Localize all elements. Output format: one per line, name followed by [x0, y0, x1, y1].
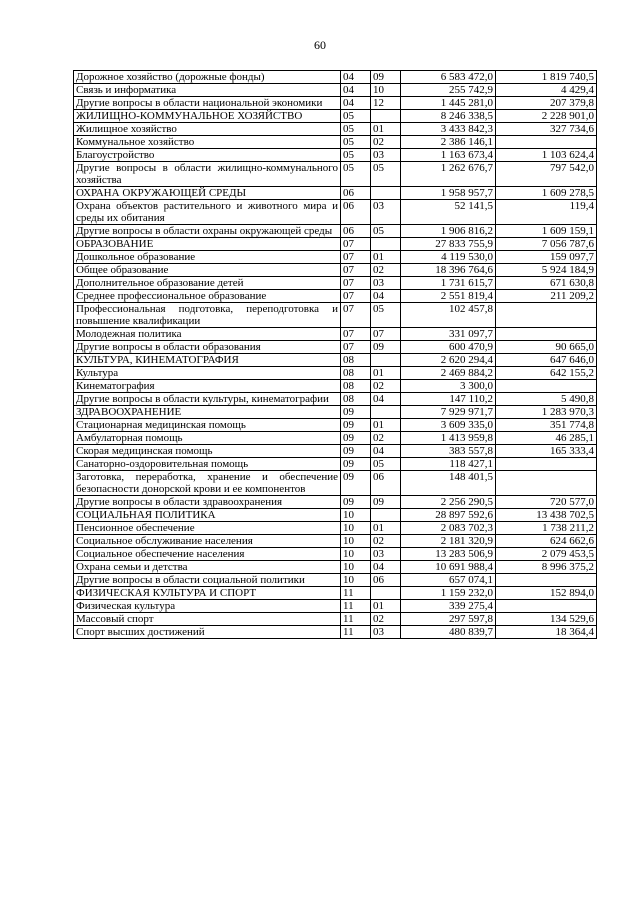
row-name: ЖИЛИЩНО-КОММУНАЛЬНОЕ ХОЗЯЙСТВО	[74, 110, 341, 123]
amount-total: 2 386 146,1	[401, 136, 496, 149]
subsection-code: 04	[371, 290, 401, 303]
section-code: 05	[341, 110, 371, 123]
row-name: Благоустройство	[74, 149, 341, 162]
subsection-code: 06	[371, 574, 401, 587]
amount-federal: 207 379,8	[496, 97, 597, 110]
table-row	[74, 277, 597, 290]
subsection-code: 03	[371, 277, 401, 290]
subsection-code: 09	[371, 496, 401, 509]
subsection-code: 03	[371, 548, 401, 561]
table-row	[74, 509, 597, 522]
page-number: 60	[314, 38, 326, 52]
subsection-code: 09	[371, 341, 401, 354]
row-name: Социальное обслуживание населения	[74, 535, 341, 548]
table-row	[74, 136, 597, 149]
table-row	[74, 162, 597, 187]
table-row	[74, 354, 597, 367]
section-code: 04	[341, 97, 371, 110]
amount-federal: 4 429,4	[496, 84, 597, 97]
subsection-code: 02	[371, 613, 401, 626]
subsection-code: 01	[371, 251, 401, 264]
table-row	[74, 587, 597, 600]
amount-federal: 159 097,7	[496, 251, 597, 264]
amount-federal: 1 738 211,2	[496, 522, 597, 535]
subsection-code	[371, 406, 401, 419]
table-row	[74, 535, 597, 548]
table-row	[74, 496, 597, 509]
row-name: Заготовка, переработка, хранение и обеспечение безопасности донорской крови и ее компонентов	[74, 471, 341, 496]
section-code: 09	[341, 445, 371, 458]
section-code: 04	[341, 71, 371, 84]
amount-federal: 5 924 184,9	[496, 264, 597, 277]
amount-total: 331 097,7	[401, 328, 496, 341]
section-code: 10	[341, 548, 371, 561]
amount-total: 8 246 338,5	[401, 110, 496, 123]
row-name: Пенсионное обеспечение	[74, 522, 341, 535]
table-row	[74, 84, 597, 97]
amount-federal	[496, 600, 597, 613]
table-row	[74, 419, 597, 432]
row-name: ФИЗИЧЕСКАЯ КУЛЬТУРА И СПОРТ	[74, 587, 341, 600]
table-row	[74, 110, 597, 123]
row-name: Другие вопросы в области образования	[74, 341, 341, 354]
section-code: 06	[341, 200, 371, 225]
section-code: 09	[341, 432, 371, 445]
table-row	[74, 522, 597, 535]
amount-total: 2 469 884,2	[401, 367, 496, 380]
row-name: Другие вопросы в области социальной политики	[74, 574, 341, 587]
subsection-code: 12	[371, 97, 401, 110]
amount-total: 3 433 842,3	[401, 123, 496, 136]
table-row	[74, 225, 597, 238]
section-code: 07	[341, 264, 371, 277]
table-row	[74, 393, 597, 406]
section-code: 05	[341, 162, 371, 187]
section-code: 11	[341, 587, 371, 600]
amount-federal: 18 364,4	[496, 626, 597, 639]
subsection-code: 01	[371, 600, 401, 613]
subsection-code	[371, 110, 401, 123]
amount-federal: 351 774,8	[496, 419, 597, 432]
table-row	[74, 613, 597, 626]
section-code: 10	[341, 522, 371, 535]
amount-total: 2 083 702,3	[401, 522, 496, 535]
section-code: 10	[341, 535, 371, 548]
section-code: 07	[341, 290, 371, 303]
amount-federal: 1 819 740,5	[496, 71, 597, 84]
amount-federal	[496, 458, 597, 471]
table-row	[74, 341, 597, 354]
amount-total: 2 256 290,5	[401, 496, 496, 509]
row-name: Скорая медицинская помощь	[74, 445, 341, 458]
row-name: Массовый спорт	[74, 613, 341, 626]
section-code: 07	[341, 238, 371, 251]
row-name: Другие вопросы в области охраны окружающей среды	[74, 225, 341, 238]
subsection-code	[371, 238, 401, 251]
amount-federal	[496, 136, 597, 149]
table-row	[74, 71, 597, 84]
amount-federal: 1 609 159,1	[496, 225, 597, 238]
row-name: Охрана семьи и детства	[74, 561, 341, 574]
subsection-code: 04	[371, 561, 401, 574]
amount-total: 1 445 281,0	[401, 97, 496, 110]
subsection-code: 01	[371, 419, 401, 432]
row-name: Социальное обеспечение населения	[74, 548, 341, 561]
row-name: Дорожное хозяйство (дорожные фонды)	[74, 71, 341, 84]
amount-federal: 642 155,2	[496, 367, 597, 380]
subsection-code: 02	[371, 432, 401, 445]
amount-federal: 797 542,0	[496, 162, 597, 187]
table-row	[74, 548, 597, 561]
amount-total: 18 396 764,6	[401, 264, 496, 277]
amount-federal: 211 209,2	[496, 290, 597, 303]
row-name: ЗДРАВООХРАНЕНИЕ	[74, 406, 341, 419]
amount-total: 1 159 232,0	[401, 587, 496, 600]
subsection-code: 03	[371, 626, 401, 639]
amount-total: 2 620 294,4	[401, 354, 496, 367]
subsection-code	[371, 354, 401, 367]
section-code: 11	[341, 613, 371, 626]
section-code: 05	[341, 136, 371, 149]
table-row	[74, 432, 597, 445]
amount-federal	[496, 380, 597, 393]
amount-total: 28 897 592,6	[401, 509, 496, 522]
amount-federal: 2 228 901,0	[496, 110, 597, 123]
subsection-code: 09	[371, 71, 401, 84]
amount-federal	[496, 328, 597, 341]
amount-federal	[496, 471, 597, 496]
subsection-code: 02	[371, 136, 401, 149]
table-row	[74, 561, 597, 574]
amount-total: 297 597,8	[401, 613, 496, 626]
amount-total: 1 906 816,2	[401, 225, 496, 238]
section-code: 09	[341, 471, 371, 496]
subsection-code: 01	[371, 123, 401, 136]
section-code: 06	[341, 225, 371, 238]
section-code: 07	[341, 341, 371, 354]
amount-total: 27 833 755,9	[401, 238, 496, 251]
section-code: 09	[341, 419, 371, 432]
subsection-code: 05	[371, 225, 401, 238]
row-name: Физическая культура	[74, 600, 341, 613]
amount-federal: 5 490,8	[496, 393, 597, 406]
amount-federal: 671 630,8	[496, 277, 597, 290]
amount-total: 1 958 957,7	[401, 187, 496, 200]
row-name: Общее образование	[74, 264, 341, 277]
section-code: 05	[341, 123, 371, 136]
subsection-code: 04	[371, 393, 401, 406]
amount-federal	[496, 574, 597, 587]
section-code: 08	[341, 380, 371, 393]
amount-total: 7 929 971,7	[401, 406, 496, 419]
amount-total: 1 163 673,4	[401, 149, 496, 162]
section-code: 09	[341, 458, 371, 471]
table-row	[74, 406, 597, 419]
amount-total: 148 401,5	[401, 471, 496, 496]
amount-federal: 1 609 278,5	[496, 187, 597, 200]
table-row	[74, 458, 597, 471]
row-name: Охрана объектов растительного и животного мира и среды их обитания	[74, 200, 341, 225]
section-code: 07	[341, 328, 371, 341]
table-row	[74, 97, 597, 110]
budget-table-body	[74, 71, 597, 639]
amount-total: 2 551 819,4	[401, 290, 496, 303]
amount-total: 3 300,0	[401, 380, 496, 393]
table-row	[74, 187, 597, 200]
table-row	[74, 328, 597, 341]
subsection-code: 04	[371, 445, 401, 458]
amount-federal: 119,4	[496, 200, 597, 225]
subsection-code: 03	[371, 200, 401, 225]
amount-federal: 46 285,1	[496, 432, 597, 445]
amount-federal: 8 996 375,2	[496, 561, 597, 574]
table-row	[74, 149, 597, 162]
amount-federal	[496, 303, 597, 328]
row-name: Жилищное хозяйство	[74, 123, 341, 136]
section-code: 04	[341, 84, 371, 97]
amount-federal: 90 665,0	[496, 341, 597, 354]
section-code: 08	[341, 393, 371, 406]
table-row	[74, 600, 597, 613]
amount-federal: 720 577,0	[496, 496, 597, 509]
section-code: 07	[341, 251, 371, 264]
row-name: Спорт высших достижений	[74, 626, 341, 639]
amount-federal: 647 646,0	[496, 354, 597, 367]
subsection-code: 01	[371, 367, 401, 380]
table-row	[74, 238, 597, 251]
row-name: Культура	[74, 367, 341, 380]
table-row	[74, 303, 597, 328]
subsection-code	[371, 509, 401, 522]
subsection-code: 07	[371, 328, 401, 341]
amount-federal: 1 283 970,3	[496, 406, 597, 419]
subsection-code: 10	[371, 84, 401, 97]
amount-federal: 7 056 787,6	[496, 238, 597, 251]
amount-total: 600 470,9	[401, 341, 496, 354]
amount-federal: 134 529,6	[496, 613, 597, 626]
row-name: Коммунальное хозяйство	[74, 136, 341, 149]
section-code: 10	[341, 509, 371, 522]
amount-total: 339 275,4	[401, 600, 496, 613]
table-row	[74, 200, 597, 225]
table-row	[74, 264, 597, 277]
row-name: Другие вопросы в области национальной экономики	[74, 97, 341, 110]
section-code: 10	[341, 561, 371, 574]
section-code: 11	[341, 600, 371, 613]
row-name: ОХРАНА ОКРУЖАЮЩЕЙ СРЕДЫ	[74, 187, 341, 200]
row-name: Среднее профессиональное образование	[74, 290, 341, 303]
subsection-code: 05	[371, 303, 401, 328]
row-name: ОБРАЗОВАНИЕ	[74, 238, 341, 251]
amount-total: 13 283 506,9	[401, 548, 496, 561]
amount-total: 118 427,1	[401, 458, 496, 471]
table-row	[74, 626, 597, 639]
row-name: Другие вопросы в области культуры, кинематографии	[74, 393, 341, 406]
amount-total: 10 691 988,4	[401, 561, 496, 574]
subsection-code	[371, 187, 401, 200]
amount-total: 480 839,7	[401, 626, 496, 639]
amount-total: 4 119 530,0	[401, 251, 496, 264]
table-row	[74, 367, 597, 380]
row-name: СОЦИАЛЬНАЯ ПОЛИТИКА	[74, 509, 341, 522]
subsection-code: 05	[371, 162, 401, 187]
section-code: 06	[341, 187, 371, 200]
amount-total: 6 583 472,0	[401, 71, 496, 84]
table-row	[74, 290, 597, 303]
row-name: КУЛЬТУРА, КИНЕМАТОГРАФИЯ	[74, 354, 341, 367]
row-name: Дополнительное образование детей	[74, 277, 341, 290]
amount-total: 147 110,2	[401, 393, 496, 406]
table-row	[74, 251, 597, 264]
row-name: Санаторно-оздоровительная помощь	[74, 458, 341, 471]
subsection-code: 06	[371, 471, 401, 496]
section-code: 10	[341, 574, 371, 587]
section-code: 08	[341, 367, 371, 380]
amount-federal: 1 103 624,4	[496, 149, 597, 162]
amount-federal: 13 438 702,5	[496, 509, 597, 522]
row-name: Профессиональная подготовка, переподготовка и повышение квалификации	[74, 303, 341, 328]
table-row	[74, 445, 597, 458]
amount-total: 102 457,8	[401, 303, 496, 328]
row-name: Другие вопросы в области жилищно-коммунального хозяйства	[74, 162, 341, 187]
row-name: Связь и информатика	[74, 84, 341, 97]
amount-federal: 165 333,4	[496, 445, 597, 458]
amount-total: 1 731 615,7	[401, 277, 496, 290]
subsection-code: 05	[371, 458, 401, 471]
section-code: 09	[341, 496, 371, 509]
section-code: 05	[341, 149, 371, 162]
subsection-code: 02	[371, 535, 401, 548]
row-name: Другие вопросы в области здравоохранения	[74, 496, 341, 509]
amount-federal: 624 662,6	[496, 535, 597, 548]
subsection-code: 02	[371, 264, 401, 277]
table-row	[74, 574, 597, 587]
table-row	[74, 380, 597, 393]
row-name: Стационарная медицинская помощь	[74, 419, 341, 432]
section-code: 07	[341, 277, 371, 290]
section-code: 11	[341, 626, 371, 639]
section-code: 09	[341, 406, 371, 419]
section-code: 07	[341, 303, 371, 328]
row-name: Молодежная политика	[74, 328, 341, 341]
budget-table	[73, 70, 597, 639]
table-row	[74, 123, 597, 136]
amount-total: 2 181 320,9	[401, 535, 496, 548]
amount-total: 1 413 959,8	[401, 432, 496, 445]
row-name: Амбулаторная помощь	[74, 432, 341, 445]
row-name: Дошкольное образование	[74, 251, 341, 264]
subsection-code: 01	[371, 522, 401, 535]
amount-federal: 2 079 453,5	[496, 548, 597, 561]
amount-total: 657 074,1	[401, 574, 496, 587]
subsection-code	[371, 587, 401, 600]
subsection-code: 02	[371, 380, 401, 393]
amount-total: 3 609 335,0	[401, 419, 496, 432]
amount-total: 383 557,8	[401, 445, 496, 458]
amount-total: 52 141,5	[401, 200, 496, 225]
subsection-code: 03	[371, 149, 401, 162]
table-row	[74, 471, 597, 496]
section-code: 08	[341, 354, 371, 367]
amount-total: 1 262 676,7	[401, 162, 496, 187]
amount-federal: 327 734,6	[496, 123, 597, 136]
row-name: Кинематография	[74, 380, 341, 393]
amount-total: 255 742,9	[401, 84, 496, 97]
amount-federal: 152 894,0	[496, 587, 597, 600]
